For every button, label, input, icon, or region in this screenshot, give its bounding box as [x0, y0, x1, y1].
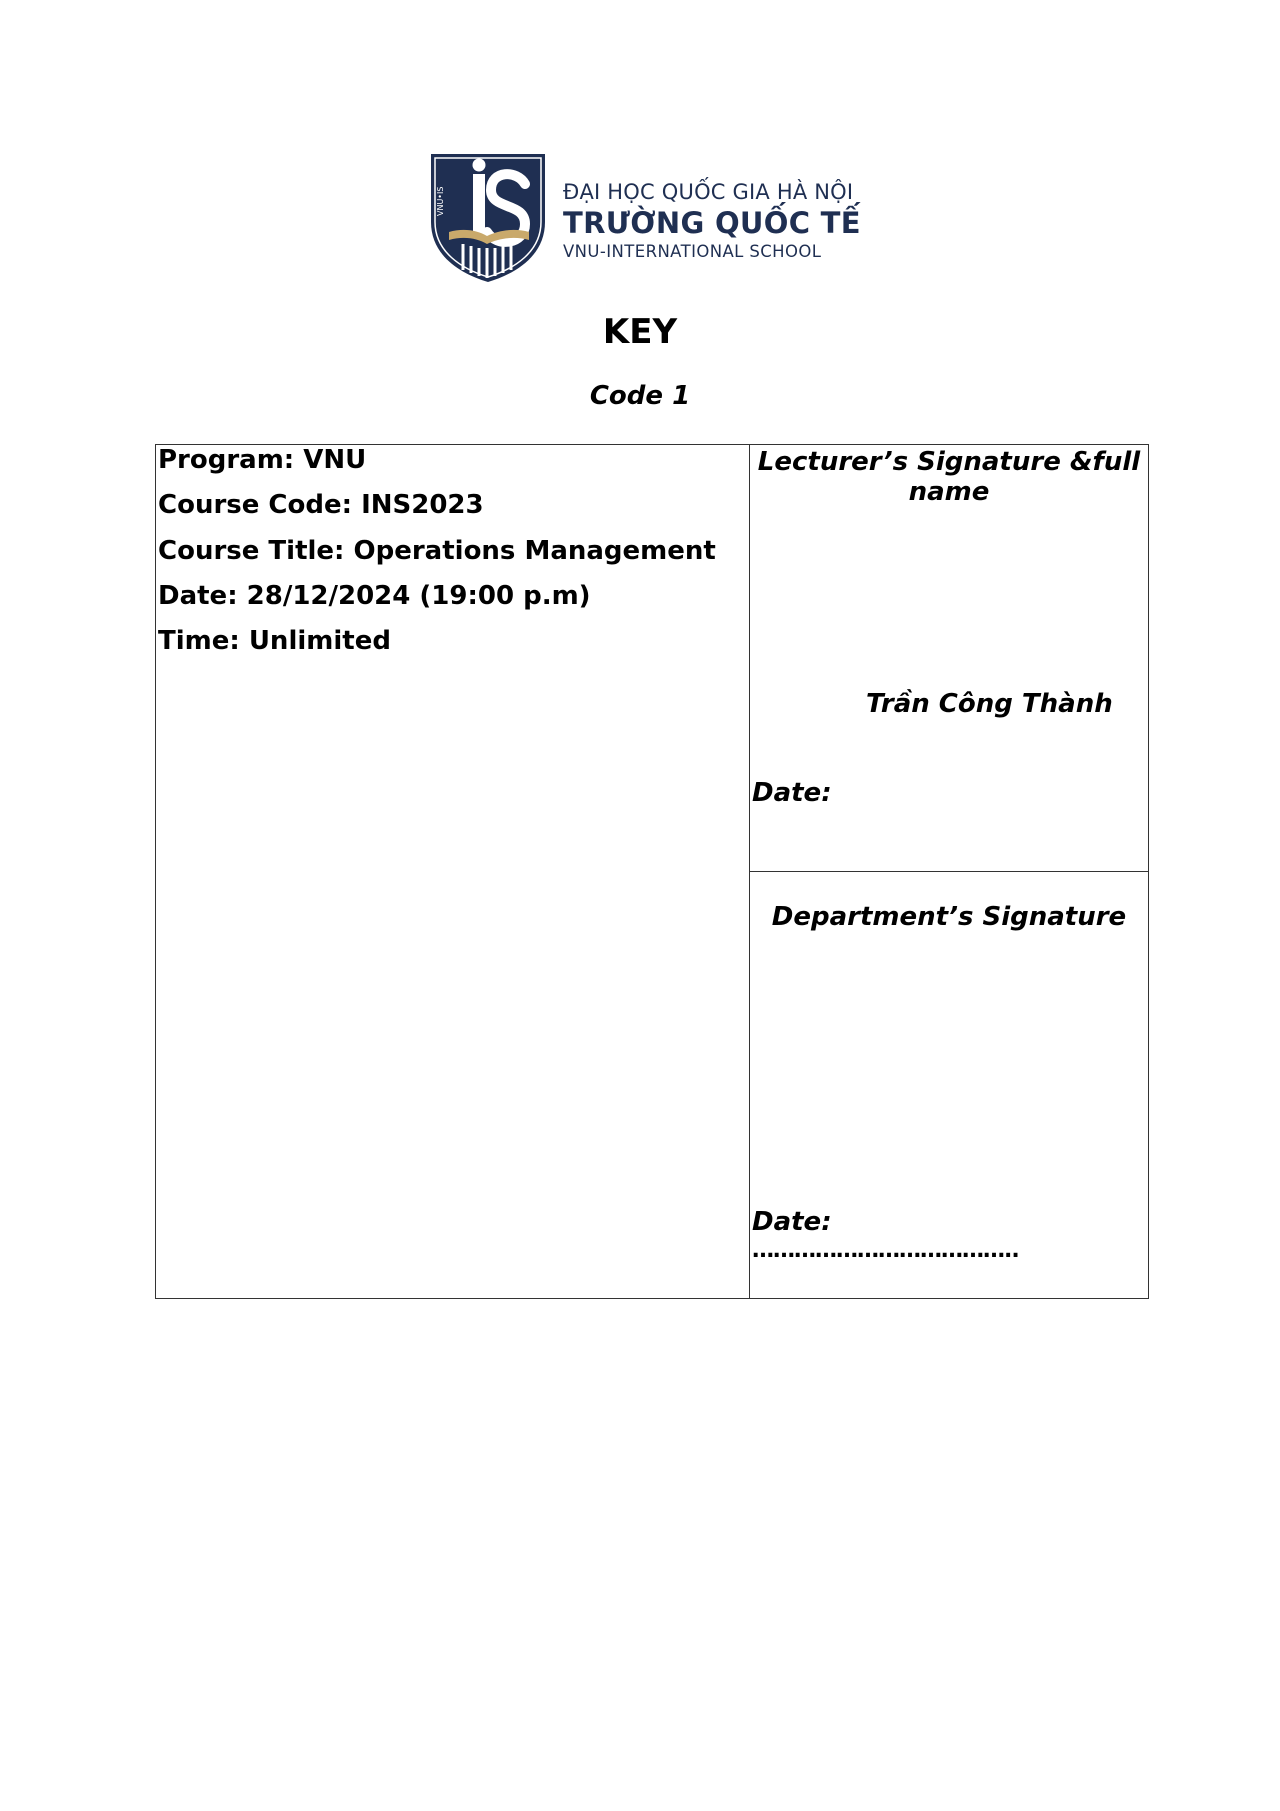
program-text: Program: VNU [158, 445, 367, 475]
exam-details-cell [156, 445, 750, 1298]
lecturer-signature-heading: Lecturer’s Signature &full name [757, 447, 1141, 507]
signature-column [750, 445, 1148, 1298]
school-name-line3: VNU-INTERNATIONAL SCHOOL [563, 242, 822, 261]
department-date-blank: ……………………………….. [752, 1238, 1019, 1263]
school-name-line1: ĐẠI HỌC QUỐC GIA HÀ NỘI [563, 180, 854, 204]
department-signature-heading: Department’s Signature [771, 902, 1127, 932]
lecturer-signature-cell [750, 445, 1148, 872]
school-name [563, 182, 863, 261]
course-title-text: Course Title: Operations Management [158, 536, 716, 566]
department-signature-cell [750, 872, 1148, 1298]
document-title: KEY [602, 312, 678, 352]
exam-date-text: Date: 28/12/2024 (19:00 p.m) [158, 581, 591, 611]
department-date-label: Date: [752, 1207, 832, 1237]
lecturer-name: Trần Công Thành [866, 689, 1113, 719]
exam-code: Code 1 [589, 381, 691, 411]
school-name-line2: TRƯỜNG QUỐC TẾ [563, 206, 861, 240]
exam-time-text: Time: Unlimited [158, 626, 391, 656]
shield-vertical-label: VNU•IS [436, 186, 445, 216]
school-logo [429, 152, 859, 284]
lecturer-date-label: Date: [752, 778, 832, 808]
school-shield-icon [429, 152, 547, 284]
exam-info-table [155, 444, 1149, 1299]
course-code-text: Course Code: INS2023 [158, 490, 484, 520]
